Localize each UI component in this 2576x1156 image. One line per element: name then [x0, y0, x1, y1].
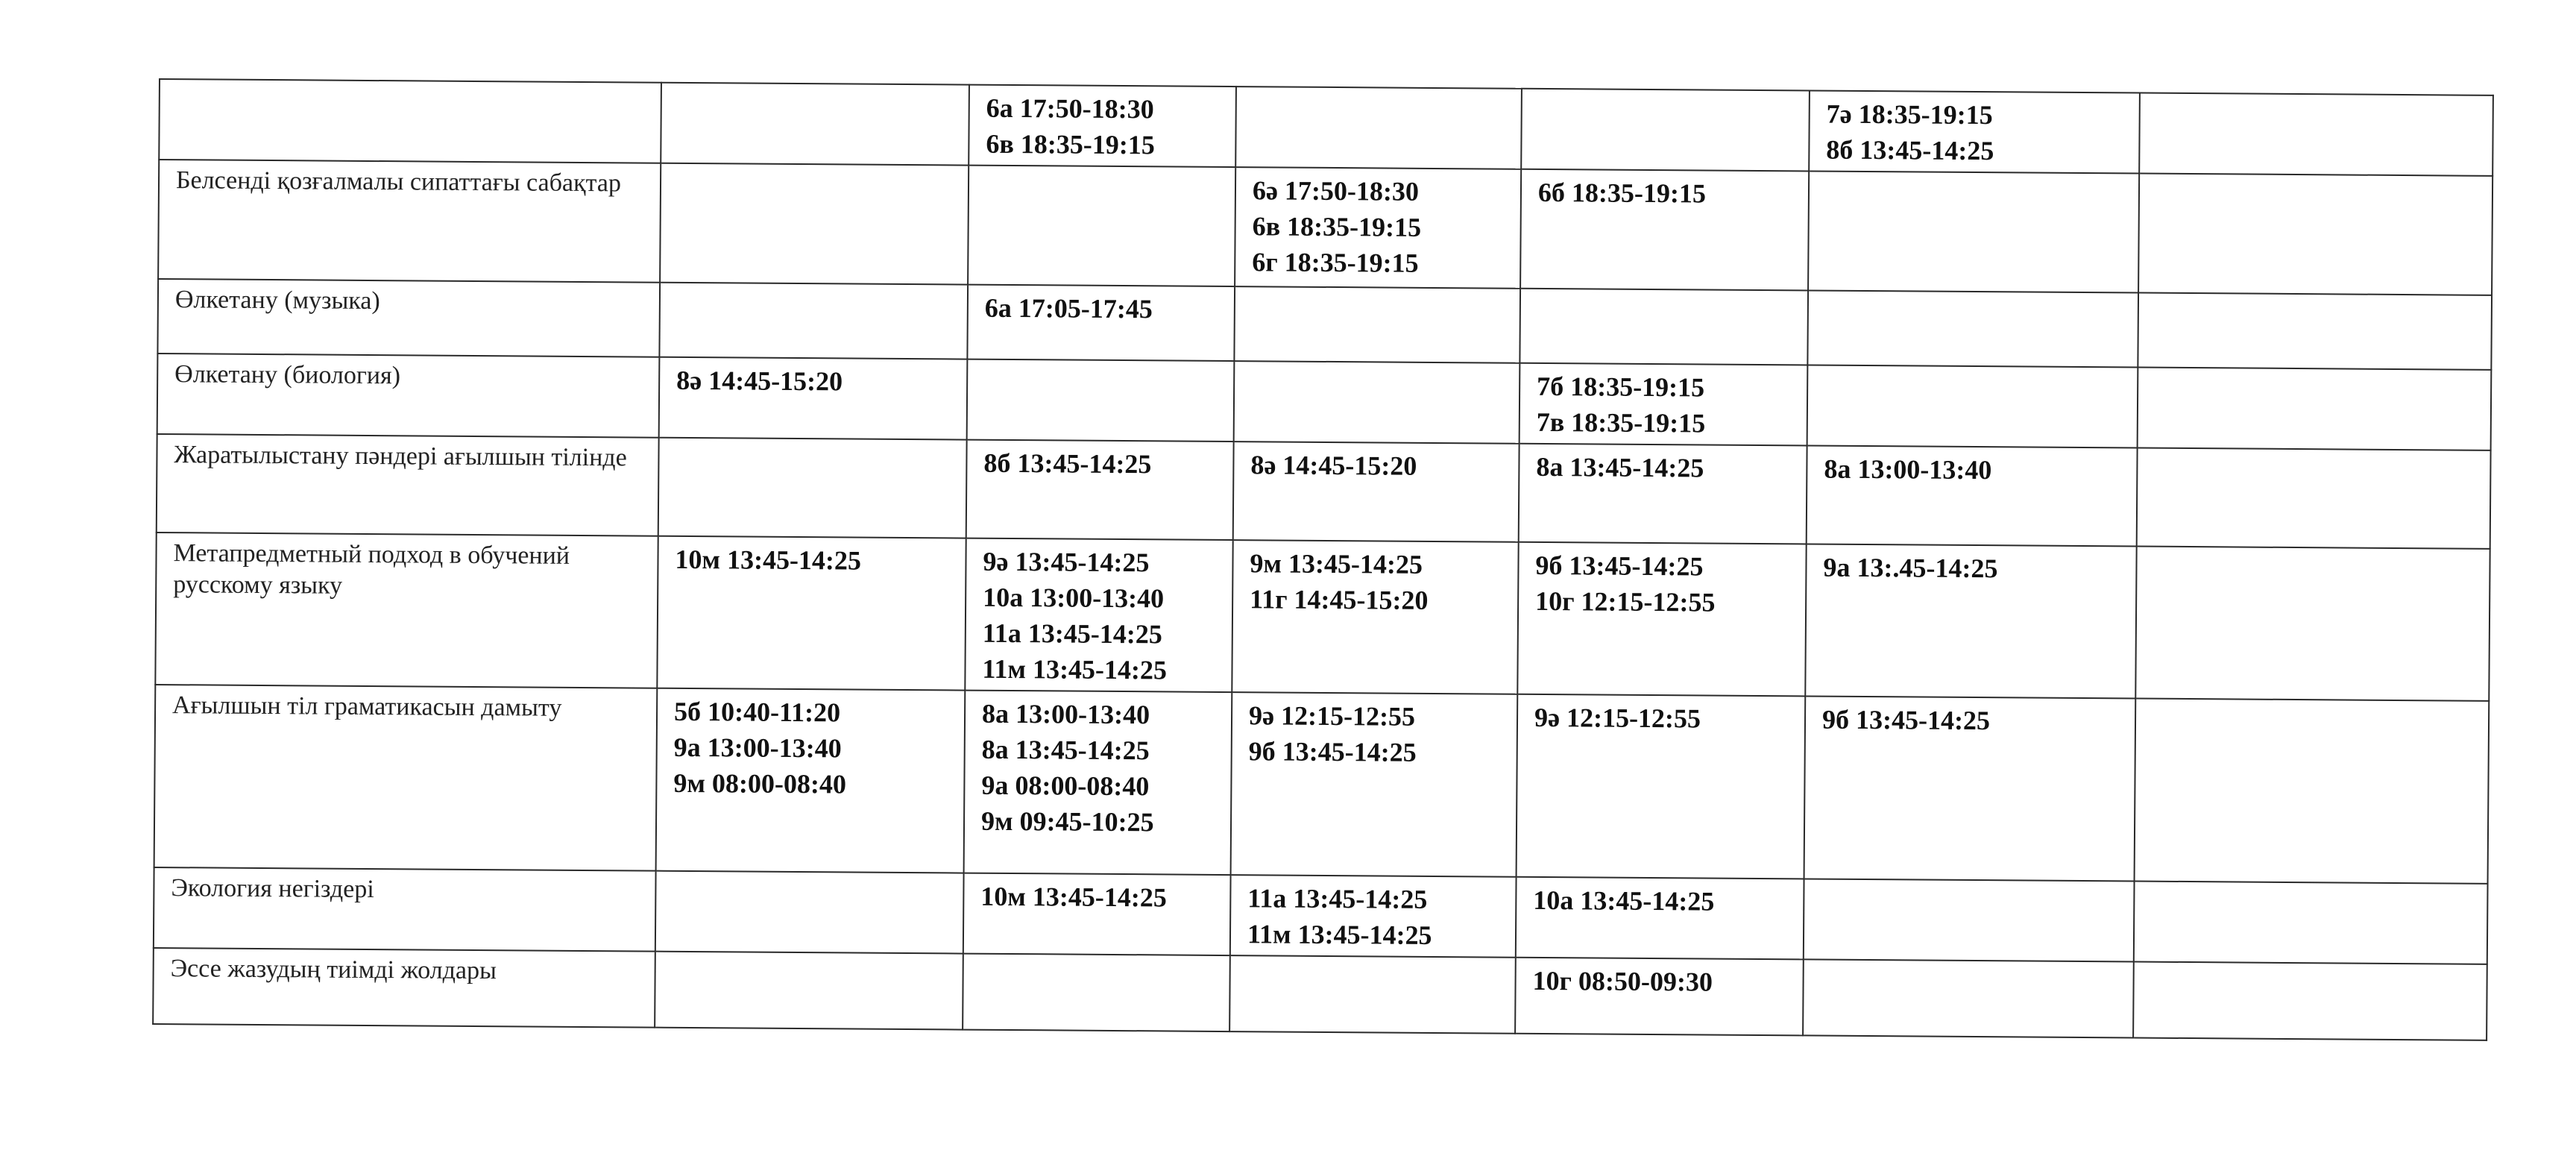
schedule-cell — [1807, 445, 2138, 546]
table-row — [153, 948, 2487, 1040]
schedule-cell — [1804, 696, 2136, 881]
schedule-cell — [2133, 962, 2487, 1040]
schedule-body — [153, 79, 2493, 1040]
schedule-cell — [1517, 694, 1806, 879]
class-time-entry: 10м 13:45-14:25 — [980, 881, 1168, 913]
subject-cell: Эссе жазудың тиімді жолдары — [153, 948, 655, 1028]
schedule-cell — [2139, 93, 2493, 176]
class-time-entry: 9м 09:45-10:25 — [980, 805, 1154, 838]
class-time-entry: 10г 08:50-09:30 — [1532, 965, 1713, 997]
class-time-entry: 8б 13:45-14:25 — [983, 447, 1152, 480]
subject-cell: Өлкетану (музыка) — [157, 279, 660, 357]
schedule-cell — [1520, 289, 1808, 365]
schedule-cell — [965, 538, 1232, 692]
class-time-entry: 6ә 17:50-18:30 — [1252, 175, 1420, 207]
subject-cell: Жаратылыстану пәндері ағылшын тілінде — [157, 434, 659, 536]
subject-cell — [159, 79, 661, 163]
class-time-entry: 11м 13:45-14:25 — [982, 653, 1168, 685]
subject-cell: Метапредметный подход в обучений русскому языку — [155, 533, 658, 688]
schedule-cell — [1516, 877, 1804, 960]
schedule-sheet — [152, 78, 2492, 1052]
schedule-cell — [1230, 875, 1517, 958]
schedule-cell — [1515, 958, 1804, 1036]
schedule-cell — [2134, 882, 2488, 964]
subject-cell: Экология негіздері — [154, 867, 656, 952]
schedule-cell — [1234, 361, 1520, 444]
class-time-entry: 10а 13:45-14:25 — [1533, 885, 1715, 917]
class-time-entry: 9б 13:45-14:25 — [1535, 550, 1704, 582]
class-time-entry: 7ә 18:35-19:15 — [1826, 98, 1993, 131]
class-time-entry: 9м 08:00-08:40 — [673, 767, 847, 800]
schedule-cell — [1519, 444, 1807, 544]
class-time-entry: 8ә 14:45-15:20 — [676, 365, 843, 397]
table-row — [158, 160, 2492, 295]
schedule-cell — [659, 357, 968, 440]
schedule-cell — [2135, 699, 2490, 884]
schedule-cell — [967, 285, 1235, 361]
schedule-cell — [660, 163, 969, 285]
schedule-cell — [2138, 174, 2492, 295]
schedule-cell — [1804, 879, 2135, 961]
class-time-entry: 11г 14:45-15:20 — [1250, 584, 1429, 615]
class-time-entry: 8ә 14:45-15:20 — [1250, 450, 1417, 481]
schedule-cell — [1229, 955, 1516, 1034]
class-time-entry: 8а 13:45-14:25 — [1536, 451, 1704, 483]
class-time-entry: 9ә 12:15-12:55 — [1248, 700, 1416, 732]
class-time-entry: 10а 13:00-13:40 — [983, 582, 1165, 614]
table-row — [154, 685, 2490, 884]
schedule-cell — [969, 85, 1236, 167]
schedule-cell — [1807, 290, 2138, 367]
class-time-entry: 9б 13:45-14:25 — [1248, 736, 1417, 767]
class-time-entry: 5б 10:40-11:20 — [673, 696, 841, 728]
class-time-entry: 6в 18:35-19:15 — [986, 128, 1155, 160]
class-time-entry: 6г 18:35-19:15 — [1252, 247, 1419, 278]
schedule-cell — [966, 440, 1234, 540]
table-row — [155, 533, 2490, 701]
class-time-entry: 10г 12:15-12:55 — [1535, 585, 1716, 618]
schedule-cell — [1809, 90, 2140, 173]
class-time-entry: 10м 13:45-14:25 — [675, 544, 862, 576]
schedule-cell — [1235, 167, 1521, 289]
schedule-cell — [658, 438, 967, 538]
schedule-cell — [661, 83, 969, 166]
class-time-entry: 6б 18:35-19:15 — [1537, 177, 1707, 209]
class-time-entry: 9ә 13:45-14:25 — [983, 546, 1150, 578]
class-time-entry: 11м 13:45-14:25 — [1247, 919, 1432, 950]
schedule-cell — [1235, 87, 1522, 169]
class-time-entry: 7б 18:35-19:15 — [1537, 371, 1705, 403]
class-time-entry: 7в 18:35-19:15 — [1536, 406, 1706, 439]
class-time-entry: 6а 17:05-17:45 — [984, 292, 1153, 324]
class-time-entry: 6в 18:35-19:15 — [1252, 211, 1422, 242]
schedule-cell — [659, 283, 968, 359]
schedule-cell — [1517, 542, 1806, 697]
schedule-cell — [1233, 442, 1520, 542]
class-time-entry: 9а 08:00-08:40 — [981, 770, 1150, 802]
schedule-cell — [2138, 368, 2492, 450]
class-time-entry: 11а 13:45-14:25 — [1247, 883, 1428, 914]
schedule-table — [152, 78, 2494, 1041]
subject-cell: Ағылшын тіл граматикасын дамыту — [154, 685, 658, 871]
class-time-entry: 8а 13:00-13:40 — [981, 698, 1150, 730]
schedule-cell — [1520, 363, 1808, 446]
subject-cell: Белсенді қозғалмалы сипаттағы сабақтар — [158, 160, 661, 283]
schedule-cell — [968, 166, 1235, 286]
class-time-entry: 11а 13:45-14:25 — [982, 618, 1162, 650]
class-time-entry: 8а 13:00-13:40 — [1824, 453, 1992, 486]
class-time-entry: 8а 13:45-14:25 — [981, 734, 1150, 766]
table-row — [157, 434, 2491, 549]
schedule-cell — [1808, 171, 2139, 292]
class-time-entry: 8б 13:45-14:25 — [1826, 134, 1994, 166]
schedule-cell — [655, 952, 963, 1030]
schedule-cell — [1803, 959, 2134, 1037]
schedule-cell — [2138, 293, 2492, 370]
schedule-cell — [2137, 448, 2491, 549]
schedule-cell — [656, 688, 966, 873]
schedule-cell — [655, 871, 964, 954]
schedule-cell — [1232, 540, 1518, 694]
class-time-entry: 9ә 12:15-12:55 — [1534, 702, 1701, 734]
class-time-entry: 9а 13:00-13:40 — [673, 732, 842, 764]
schedule-cell — [657, 536, 966, 691]
schedule-cell — [1805, 544, 2136, 698]
schedule-cell — [963, 954, 1230, 1031]
class-time-entry: 9а 13:.45-14:25 — [1823, 552, 1998, 584]
schedule-cell — [2135, 547, 2490, 701]
class-time-entry: 9б 13:45-14:25 — [1821, 704, 1991, 736]
class-time-entry: 9м 13:45-14:25 — [1250, 548, 1423, 579]
schedule-cell — [1231, 692, 1518, 877]
schedule-cell — [967, 359, 1235, 442]
subject-cell: Өлкетану (биология) — [157, 354, 660, 438]
schedule-cell — [964, 691, 1232, 875]
schedule-cell — [1807, 365, 2138, 447]
schedule-cell — [1520, 169, 1809, 291]
schedule-cell — [963, 873, 1231, 955]
class-time-entry: 6а 17:50-18:30 — [986, 92, 1154, 125]
schedule-cell — [1521, 89, 1810, 172]
schedule-cell — [1234, 286, 1520, 363]
